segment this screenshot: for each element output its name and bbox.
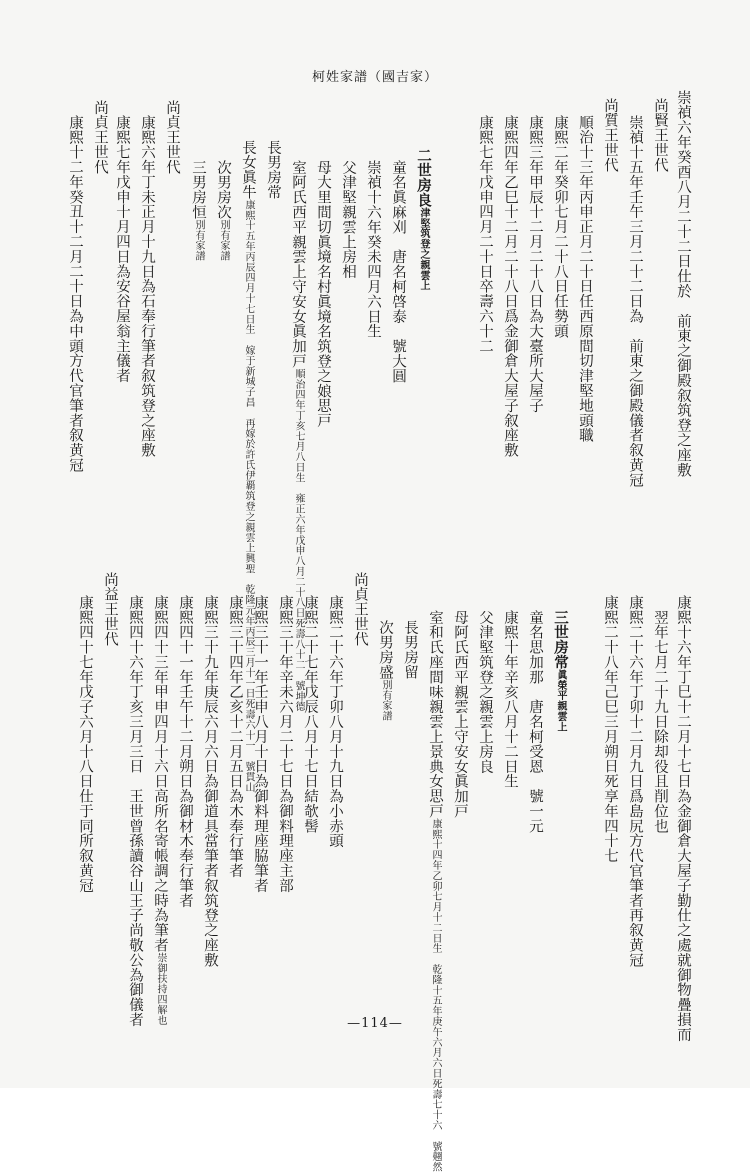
annotation-note: 津堅筑登之親雲上 [418, 207, 429, 291]
upper-line-5 [577, 115, 593, 443]
entry-text: 長女眞牛 [240, 140, 256, 200]
lower-line-16 [277, 595, 293, 893]
entry-text: 三男房恒 [190, 160, 206, 220]
lower-line-1 [675, 595, 691, 1042]
upper-line-16 [265, 140, 281, 200]
upper-line-21 [139, 115, 155, 458]
upper-line-4 [602, 98, 618, 173]
entry-text: 尚貞王世代 [164, 100, 180, 175]
entry-text: 康熙四十六年丁亥三月三日 王世曾孫讀谷山王子尚敬公為御儀者 [127, 595, 143, 1028]
entry-text: 康熙三十四年乙亥十二月五日為木奉行筆者 [227, 595, 243, 879]
lower-line-3 [627, 595, 643, 968]
entry-text: 康熙三十九年庚辰六月六日為御道具當筆者叙筑登之座敷 [202, 595, 218, 968]
upper-line-6 [552, 115, 568, 339]
entry-text: 尚貞王世代 [352, 572, 368, 647]
upper-line-20 [164, 100, 180, 175]
entry-text: 康熙十二年癸丑十二月二十日為中頭方代官筆者叙黄冠 [67, 115, 83, 473]
upper-line-1 [675, 90, 691, 477]
entry-text: 崇禎十六年癸未四月六日生 [365, 160, 381, 339]
lower-line-17 [252, 595, 268, 893]
entry-text: 崇禎六年癸酉八月二十二日仕於 前東之御殿叙筑登之座敷 [675, 90, 691, 478]
entry-text: 順治十三年丙申正月二十日任西原間切津堅地頭職 [577, 115, 593, 443]
entry-text: 翌年七月二十九日除却役且削位也 [652, 610, 668, 834]
entry-text: 康熙三年甲辰十二月二十八日為大臺所大屋子 [527, 115, 543, 413]
entry-text: 尚質王世代 [602, 98, 618, 173]
lower-line-14 [327, 595, 343, 848]
generation-heading: 二世房良 [415, 148, 432, 208]
upper-line-9 [477, 115, 493, 353]
annotation-note: 眞榮平親雲上 [555, 669, 566, 733]
entry-text: 童名思加那 唐名柯受恩 號一元 [527, 610, 543, 834]
lower-line-23 [102, 572, 118, 647]
entry-text: 長男房留 [402, 620, 418, 680]
entry-text: 康熙二十六年丁卯十二月九日爲島尻方代官筆者再叙黄冠 [627, 595, 643, 968]
entry-text: 康熙六年丁未正月十九日為石奉行筆者叙筑登之座敷 [139, 115, 155, 458]
lower-line-6 [527, 610, 543, 834]
entry-text: 崇禎十五年壬午三月二十二日為 前東之御殿儀者叙黄冠 [627, 115, 643, 488]
entry-text: 康熙四十一年壬午十二月朔日為御材木奉行筆者 [177, 595, 193, 908]
upper-line-24 [67, 115, 83, 473]
lower-line-20 [177, 595, 193, 908]
entry-text: 康熙四十七年戊子六月十八日仕于同所叙黄冠 [77, 595, 93, 893]
entry-text: 室和氏座間味親雲上景典女思戸 [427, 610, 443, 819]
entry-text: 康熙七年戊申四月二十日卒壽六十二 [477, 115, 493, 354]
annotation-note: 別有家譜 [380, 679, 391, 722]
entry-text: 康熙十六年丁巳十二月十七日為金御倉大屋子勤仕之處就御物疊損而 [675, 595, 691, 1042]
upper-line-10 [415, 148, 431, 291]
entry-text: 尚賢王世代 [652, 98, 668, 173]
entry-text: 康熙二十七年戊辰八月十七日結欹髻 [302, 595, 318, 834]
entry-text: 康熙三十一年壬申八月十日為御料理座脇筆者 [252, 595, 268, 893]
entry-text: 康熙四年乙巳十二月二十八日爲金御倉大屋子叙座敷 [502, 115, 518, 458]
entry-text: 康熙三十年辛未六月二十七日為御料理座主部 [277, 595, 293, 893]
annotation-note: 康熙十五年丙辰四月十七日生 嫁于新城子昌 再嫁於許氏伊覇筑登之親雲上興聖 乾隆元年丙辰三月十一日死壽六十一 號貫山 [243, 199, 254, 793]
lower-line-8 [477, 610, 493, 774]
upper-line-7 [527, 115, 543, 413]
entry-text: 康熙二十八年己巳三月朔日死享年四十七 [602, 595, 618, 864]
upper-line-3 [627, 115, 643, 488]
upper-line-2 [652, 98, 668, 173]
entry-text: 康熙四十三年甲申四月十六日高所名寄帳調之時為筆者 [152, 595, 168, 953]
lower-line-13 [352, 572, 368, 647]
entry-text: 室阿氏西平親雲上守安女眞加戸 [290, 160, 306, 369]
lower-line-7 [502, 610, 518, 789]
lower-line-2 [652, 610, 668, 834]
entry-text: 尚益王世代 [102, 572, 118, 647]
annotation-note: 別有家譜 [193, 219, 204, 262]
upper-line-8 [502, 115, 518, 458]
annotation-note: 崇御扶持四解也 [155, 952, 166, 1026]
entry-text: 康熙二年癸卯七月二十八日任勢頭 [552, 115, 568, 339]
lower-line-18 [227, 595, 243, 878]
entry-text: 父津堅筑登之親雲上房良 [477, 610, 493, 774]
page-header: 柯姓家譜（國吉家） [311, 70, 438, 85]
entry-text: 長男房常 [265, 140, 281, 200]
annotation-note: 康熙十四年乙卯七月十二日生 乾隆十五年庚午六月六日死壽七十六 號翹然 [430, 818, 441, 1172]
lower-line-5 [552, 610, 568, 732]
lower-line-19 [202, 595, 218, 968]
upper-line-23 [92, 100, 108, 175]
upper-line-12 [365, 160, 381, 339]
upper-line-19 [190, 160, 206, 261]
entry-text: 父津堅親雲上房相 [340, 160, 356, 280]
upper-line-11 [390, 160, 406, 384]
annotation-note: 順治四年丁亥七月八日生 雍正六年戊申八月二十八日死壽八十二 號坤德 [293, 368, 304, 712]
entry-text: 母大里間切眞境名村眞境名筑登之娘思戸 [315, 160, 331, 429]
lower-line-11 [402, 620, 418, 680]
entry-text: 次男房次 [215, 160, 231, 220]
entry-text: 次男房盛 [377, 620, 393, 680]
entry-text: 康熙二十六年丁卯八月十九日為小赤頭 [327, 595, 343, 849]
annotation-note: 別有家譜 [218, 219, 229, 262]
upper-line-14 [315, 160, 331, 428]
lower-line-24 [77, 595, 93, 893]
entry-text: 母阿氏西平親雲上守安女眞加戸 [452, 610, 468, 819]
upper-line-22 [114, 115, 130, 383]
lower-line-4 [602, 595, 618, 863]
generation-heading: 三世房常 [552, 610, 569, 670]
upper-line-18 [215, 160, 231, 261]
entry-text: 童名眞麻刈 唐名柯啓泰 號大圓 [390, 160, 406, 384]
lower-line-12 [377, 620, 393, 721]
entry-text: 康熙七年戊申十月四日為安谷屋翁主儀者 [114, 115, 130, 384]
page-number: —114— [347, 1016, 403, 1031]
upper-line-13 [340, 160, 356, 279]
lower-line-21 [152, 595, 168, 1025]
lower-line-9 [452, 610, 468, 819]
entry-text: 康熙十年辛亥八月十二日生 [502, 610, 518, 789]
lower-line-15 [302, 595, 318, 833]
lower-line-22 [127, 595, 143, 1027]
entry-text: 尚貞王世代 [92, 100, 108, 175]
